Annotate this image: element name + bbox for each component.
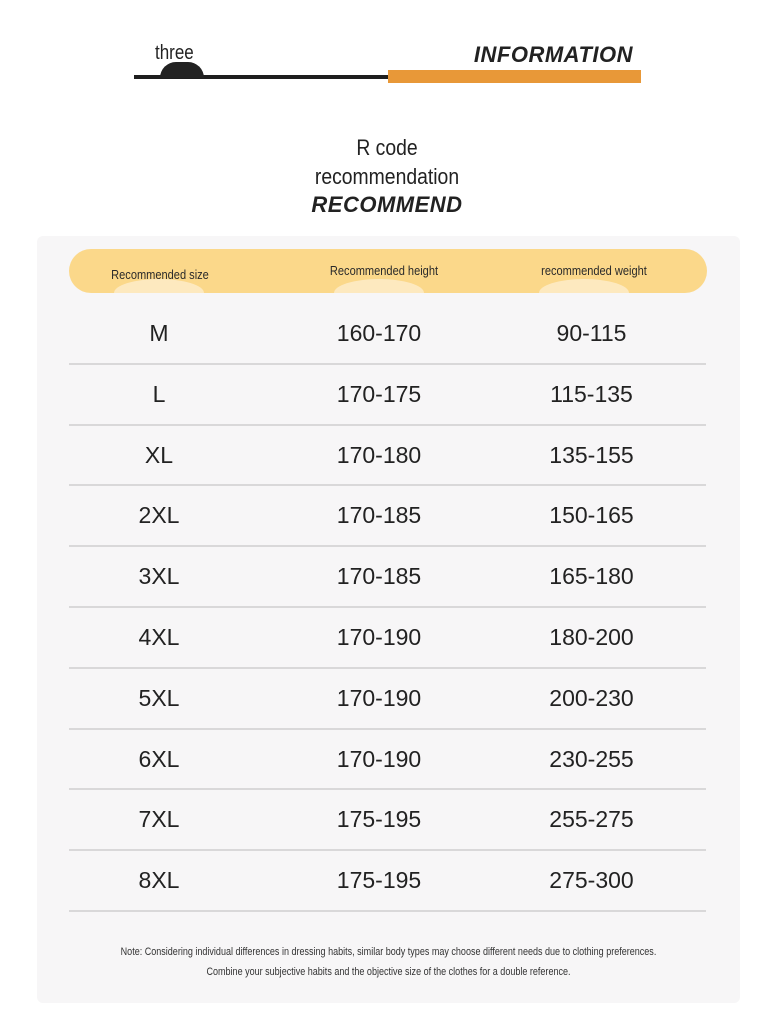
weight-cell: 165-180	[549, 563, 634, 590]
table-row	[69, 851, 706, 912]
table-row	[69, 304, 706, 365]
size-cell: 8XL	[138, 867, 180, 894]
title-line-1: R code	[356, 135, 418, 160]
height-cell: 170-190	[336, 684, 422, 711]
title-line-3: RECOMMEND	[311, 192, 463, 217]
header-right-label: INFORMATION	[473, 42, 633, 67]
weight-cell: 115-135	[550, 380, 633, 407]
header-orange-rule	[388, 70, 641, 83]
size-table-card	[37, 236, 740, 1003]
footnote-line-1: Note: Considering individual differences in dressing habits, similar body types may choose different needs due to clothing preferences.	[120, 946, 657, 958]
weight-cell: 135-155	[549, 441, 634, 468]
footnote-line-2: Combine your subjective habits and the objective size of the clothes for a double reference.	[206, 966, 571, 978]
weight-cell: 180-200	[549, 623, 634, 650]
size-cell: 6XL	[138, 745, 180, 772]
table-row	[69, 730, 706, 791]
size-cell: 5XL	[138, 684, 180, 711]
column-header-weight: recommended weight	[541, 263, 647, 278]
size-cell: 4XL	[138, 623, 180, 650]
height-cell: 170-190	[336, 745, 422, 772]
height-cell: 170-190	[336, 623, 422, 650]
section-header	[134, 38, 641, 86]
height-cell: 170-185	[336, 502, 422, 529]
weight-cell: 255-275	[549, 806, 634, 833]
size-cell: M	[149, 320, 169, 346]
table-header	[69, 249, 707, 293]
height-cell: 170-180	[336, 441, 422, 468]
size-cell: 3XL	[138, 563, 180, 590]
column-header-height: Recommended height	[329, 263, 439, 278]
height-cell: 170-185	[336, 563, 422, 590]
table-body	[69, 304, 706, 912]
table-row	[69, 790, 706, 851]
size-cell: XL	[144, 441, 174, 468]
table-row	[69, 365, 706, 426]
title-line-2: recommendation	[314, 164, 460, 189]
table-row	[69, 669, 706, 730]
table-row	[69, 426, 706, 487]
size-cell: 7XL	[138, 806, 180, 833]
weight-cell: 275-300	[549, 867, 634, 894]
table-row	[69, 547, 706, 608]
height-cell: 160-170	[336, 320, 422, 346]
height-cell: 175-195	[336, 867, 422, 894]
header-left-label: three	[155, 42, 194, 64]
table-row	[69, 486, 706, 547]
height-cell: 170-175	[336, 380, 422, 407]
size-cell: L	[152, 380, 166, 407]
height-cell: 175-195	[336, 806, 422, 833]
weight-cell: 230-255	[549, 745, 634, 772]
table-row	[69, 608, 706, 669]
weight-cell: 150-165	[549, 502, 634, 529]
page-title	[0, 133, 774, 219]
footnote	[37, 942, 740, 982]
weight-cell: 90-115	[556, 320, 627, 346]
weight-cell: 200-230	[549, 684, 634, 711]
column-header-size: Recommended size	[111, 267, 209, 282]
size-cell: 2XL	[138, 502, 180, 529]
